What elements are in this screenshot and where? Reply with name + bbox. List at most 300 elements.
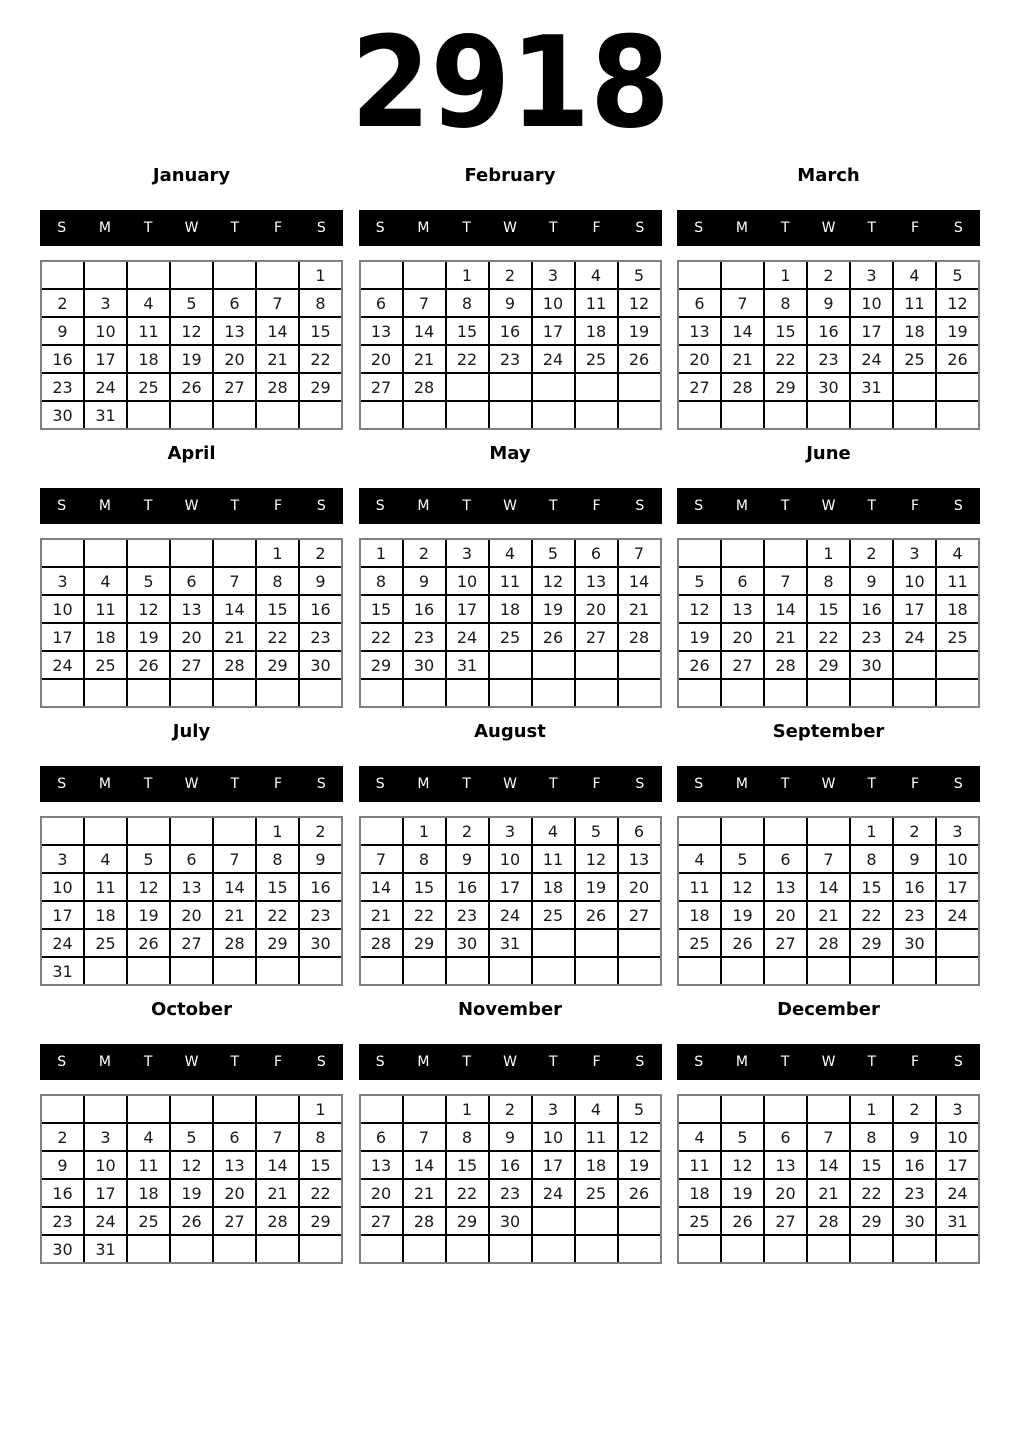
- date-cell: 29: [765, 374, 806, 400]
- date-cell: 17: [85, 1180, 126, 1206]
- date-cell: 4: [679, 1124, 720, 1150]
- date-cell: 28: [361, 930, 402, 956]
- date-cell: 5: [128, 846, 169, 872]
- date-cell: 19: [128, 624, 169, 650]
- date-cell: 26: [576, 902, 617, 928]
- weekday-label: S: [953, 776, 963, 792]
- date-cell: 18: [128, 346, 169, 372]
- date-cell: 23: [42, 1208, 83, 1234]
- date-cell: 10: [533, 1124, 574, 1150]
- weekday-label: S: [316, 498, 326, 514]
- date-cell: 20: [619, 874, 660, 900]
- weekday-label: T: [143, 1054, 153, 1070]
- date-cell: 9: [404, 568, 445, 594]
- date-cell: 11: [85, 596, 126, 622]
- empty-date-cell: [85, 262, 126, 288]
- date-cell: 13: [765, 1152, 806, 1178]
- date-cell: 8: [257, 846, 298, 872]
- weekday-label: M: [98, 220, 111, 236]
- date-cell: 10: [937, 1124, 978, 1150]
- empty-date-cell: [851, 1236, 892, 1262]
- empty-date-cell: [447, 958, 488, 984]
- weekday-label: T: [549, 220, 558, 236]
- empty-date-cell: [490, 374, 531, 400]
- empty-date-cell: [447, 374, 488, 400]
- date-cell: 6: [361, 1124, 402, 1150]
- weekday-header-row: [359, 210, 662, 246]
- weekday-label: S: [694, 498, 704, 514]
- date-cell: 12: [679, 596, 720, 622]
- date-cell: 6: [214, 290, 255, 316]
- date-cell: 24: [937, 902, 978, 928]
- date-cell: 24: [447, 624, 488, 650]
- date-cell: 2: [894, 818, 935, 844]
- date-cell: 2: [447, 818, 488, 844]
- date-cell: 26: [128, 652, 169, 678]
- date-cell: 25: [894, 346, 935, 372]
- month-block: [677, 999, 980, 1264]
- empty-date-cell: [171, 818, 212, 844]
- weekday-label: T: [230, 220, 240, 236]
- weekday-label: F: [274, 220, 283, 236]
- date-cell: 10: [490, 846, 531, 872]
- date-cell: 13: [722, 596, 763, 622]
- date-cell: 12: [619, 290, 660, 316]
- date-cell: 4: [576, 262, 617, 288]
- date-cell: 28: [765, 652, 806, 678]
- date-cell: 8: [851, 846, 892, 872]
- date-cell: 28: [257, 374, 298, 400]
- date-cell: 7: [257, 290, 298, 316]
- empty-date-cell: [404, 262, 445, 288]
- date-cell: 22: [257, 624, 298, 650]
- date-cell: 7: [257, 1124, 298, 1150]
- date-cell: 5: [722, 846, 763, 872]
- empty-date-cell: [765, 1236, 806, 1262]
- date-cell: 1: [851, 818, 892, 844]
- weekday-label: T: [143, 220, 153, 236]
- empty-date-cell: [300, 680, 341, 706]
- empty-date-cell: [722, 262, 763, 288]
- date-cell: 19: [171, 346, 212, 372]
- weekday-label: M: [417, 776, 430, 792]
- empty-date-cell: [42, 262, 83, 288]
- empty-date-cell: [722, 818, 763, 844]
- date-cell: 31: [85, 1236, 126, 1262]
- date-cell: 7: [404, 1124, 445, 1150]
- date-cell: 16: [300, 874, 341, 900]
- date-cell: 25: [679, 930, 720, 956]
- date-cell: 17: [490, 874, 531, 900]
- date-cell: 29: [361, 652, 402, 678]
- weekday-label: T: [867, 220, 877, 236]
- weekday-label: F: [592, 220, 601, 236]
- weekday-label: T: [867, 498, 877, 514]
- date-cell: 7: [214, 568, 255, 594]
- date-cell: 9: [894, 846, 935, 872]
- weekday-label: M: [417, 220, 430, 236]
- empty-date-cell: [937, 930, 978, 956]
- date-cell: 20: [361, 346, 402, 372]
- empty-date-cell: [533, 680, 574, 706]
- date-cell: 7: [361, 846, 402, 872]
- date-cell: 7: [404, 290, 445, 316]
- date-cell: 3: [937, 1096, 978, 1122]
- date-cell: 3: [533, 1096, 574, 1122]
- empty-date-cell: [533, 374, 574, 400]
- weekday-label: S: [57, 776, 67, 792]
- date-cell: 26: [171, 1208, 212, 1234]
- empty-date-cell: [808, 1096, 849, 1122]
- weekday-label: S: [375, 1054, 385, 1070]
- month-row: [0, 999, 1020, 1264]
- weekday-label: W: [821, 1054, 836, 1070]
- empty-date-cell: [447, 402, 488, 428]
- date-cell: 17: [42, 624, 83, 650]
- empty-date-cell: [765, 1096, 806, 1122]
- month-date-grid: [40, 538, 343, 708]
- date-cell: 9: [300, 568, 341, 594]
- empty-date-cell: [937, 680, 978, 706]
- date-cell: 19: [619, 1152, 660, 1178]
- date-cell: 18: [533, 874, 574, 900]
- date-cell: 29: [808, 652, 849, 678]
- date-cell: 28: [214, 930, 255, 956]
- date-cell: 23: [404, 624, 445, 650]
- date-cell: 9: [447, 846, 488, 872]
- weekday-header-row: [40, 210, 343, 246]
- empty-date-cell: [490, 652, 531, 678]
- date-cell: 31: [937, 1208, 978, 1234]
- weekday-label: S: [316, 1054, 326, 1070]
- date-cell: 20: [765, 1180, 806, 1206]
- date-cell: 16: [808, 318, 849, 344]
- month-date-grid: [359, 538, 662, 708]
- date-cell: 3: [533, 262, 574, 288]
- weekday-header-row: [677, 766, 980, 802]
- date-cell: 7: [765, 568, 806, 594]
- month-date-grid: [40, 260, 343, 430]
- date-cell: 11: [128, 318, 169, 344]
- date-cell: 24: [42, 652, 83, 678]
- date-cell: 18: [576, 1152, 617, 1178]
- empty-date-cell: [300, 402, 341, 428]
- empty-date-cell: [765, 402, 806, 428]
- date-cell: 21: [257, 1180, 298, 1206]
- date-cell: 24: [533, 1180, 574, 1206]
- weekday-label: S: [375, 498, 385, 514]
- weekday-label: S: [316, 220, 326, 236]
- date-cell: 21: [722, 346, 763, 372]
- empty-date-cell: [42, 540, 83, 566]
- date-cell: 6: [722, 568, 763, 594]
- date-cell: 7: [808, 846, 849, 872]
- date-cell: 13: [361, 318, 402, 344]
- date-cell: 25: [490, 624, 531, 650]
- date-cell: 30: [447, 930, 488, 956]
- date-cell: 15: [404, 874, 445, 900]
- date-cell: 13: [171, 874, 212, 900]
- month-date-grid: [677, 816, 980, 986]
- month-date-grid: [677, 538, 980, 708]
- date-cell: 4: [576, 1096, 617, 1122]
- weekday-label: T: [780, 220, 790, 236]
- date-cell: 13: [765, 874, 806, 900]
- weekday-label: S: [375, 220, 385, 236]
- date-cell: 17: [447, 596, 488, 622]
- date-cell: 10: [42, 874, 83, 900]
- date-cell: 22: [765, 346, 806, 372]
- empty-date-cell: [576, 1208, 617, 1234]
- date-cell: 29: [300, 374, 341, 400]
- date-cell: 24: [851, 346, 892, 372]
- weekday-label: W: [184, 776, 199, 792]
- date-cell: 30: [404, 652, 445, 678]
- date-cell: 2: [894, 1096, 935, 1122]
- date-cell: 21: [361, 902, 402, 928]
- empty-date-cell: [404, 958, 445, 984]
- date-cell: 12: [171, 1152, 212, 1178]
- date-cell: 31: [42, 958, 83, 984]
- weekday-header-row: [359, 1044, 662, 1080]
- empty-date-cell: [894, 1236, 935, 1262]
- date-cell: 27: [765, 930, 806, 956]
- date-cell: 20: [171, 902, 212, 928]
- date-cell: 2: [490, 1096, 531, 1122]
- month-date-grid: [677, 260, 980, 430]
- weekday-header-row: [40, 1044, 343, 1080]
- empty-date-cell: [722, 540, 763, 566]
- date-cell: 30: [490, 1208, 531, 1234]
- date-cell: 7: [722, 290, 763, 316]
- date-cell: 24: [85, 1208, 126, 1234]
- date-cell: 11: [894, 290, 935, 316]
- date-cell: 25: [576, 346, 617, 372]
- date-cell: 1: [808, 540, 849, 566]
- weekday-label: F: [592, 1054, 601, 1070]
- date-cell: 12: [722, 874, 763, 900]
- date-cell: 19: [937, 318, 978, 344]
- date-cell: 14: [404, 318, 445, 344]
- date-cell: 12: [128, 874, 169, 900]
- empty-date-cell: [128, 958, 169, 984]
- empty-date-cell: [85, 1096, 126, 1122]
- weekday-label: T: [780, 776, 790, 792]
- date-cell: 21: [404, 1180, 445, 1206]
- weekday-label: M: [417, 1054, 430, 1070]
- calendar: [0, 165, 1020, 1264]
- empty-date-cell: [679, 1236, 720, 1262]
- empty-date-cell: [257, 1236, 298, 1262]
- empty-date-cell: [404, 402, 445, 428]
- date-cell: 8: [300, 290, 341, 316]
- empty-date-cell: [171, 1096, 212, 1122]
- weekday-label: T: [780, 1054, 790, 1070]
- date-cell: 29: [404, 930, 445, 956]
- date-cell: 3: [894, 540, 935, 566]
- weekday-label: M: [98, 1054, 111, 1070]
- empty-date-cell: [533, 958, 574, 984]
- empty-date-cell: [128, 540, 169, 566]
- date-cell: 15: [257, 874, 298, 900]
- date-cell: 1: [300, 1096, 341, 1122]
- month-date-grid: [359, 1094, 662, 1264]
- empty-date-cell: [937, 958, 978, 984]
- weekday-label: T: [230, 498, 240, 514]
- date-cell: 21: [257, 346, 298, 372]
- empty-date-cell: [171, 680, 212, 706]
- weekday-label: W: [184, 1054, 199, 1070]
- date-cell: 4: [85, 568, 126, 594]
- date-cell: 30: [300, 930, 341, 956]
- month-date-grid: [40, 1094, 343, 1264]
- weekday-label: S: [953, 220, 963, 236]
- date-cell: 18: [894, 318, 935, 344]
- date-cell: 20: [214, 1180, 255, 1206]
- empty-date-cell: [765, 818, 806, 844]
- date-cell: 25: [128, 374, 169, 400]
- date-cell: 15: [361, 596, 402, 622]
- empty-date-cell: [214, 958, 255, 984]
- empty-date-cell: [937, 652, 978, 678]
- weekday-header-row: [40, 766, 343, 802]
- empty-date-cell: [576, 1236, 617, 1262]
- date-cell: 15: [851, 1152, 892, 1178]
- date-cell: 23: [447, 902, 488, 928]
- empty-date-cell: [214, 402, 255, 428]
- empty-date-cell: [361, 402, 402, 428]
- weekday-label: S: [953, 1054, 963, 1070]
- month-title: April: [167, 443, 216, 464]
- date-cell: 13: [619, 846, 660, 872]
- date-cell: 15: [447, 1152, 488, 1178]
- weekday-label: W: [503, 220, 517, 236]
- date-cell: 10: [85, 318, 126, 344]
- empty-date-cell: [722, 680, 763, 706]
- empty-date-cell: [679, 540, 720, 566]
- date-cell: 1: [851, 1096, 892, 1122]
- weekday-header-row: [677, 210, 980, 246]
- date-cell: 12: [576, 846, 617, 872]
- empty-date-cell: [361, 818, 402, 844]
- date-cell: 24: [42, 930, 83, 956]
- date-cell: 27: [171, 652, 212, 678]
- weekday-label: F: [911, 776, 920, 792]
- year-text: 2918: [350, 9, 670, 156]
- date-cell: 1: [447, 1096, 488, 1122]
- empty-date-cell: [765, 540, 806, 566]
- empty-date-cell: [576, 402, 617, 428]
- month-date-grid: [359, 260, 662, 430]
- date-cell: 23: [300, 624, 341, 650]
- date-cell: 13: [214, 318, 255, 344]
- date-cell: 25: [937, 624, 978, 650]
- empty-date-cell: [490, 1236, 531, 1262]
- empty-date-cell: [851, 958, 892, 984]
- empty-date-cell: [85, 818, 126, 844]
- empty-date-cell: [128, 1236, 169, 1262]
- date-cell: 25: [576, 1180, 617, 1206]
- date-cell: 28: [808, 1208, 849, 1234]
- date-cell: 30: [894, 930, 935, 956]
- date-cell: 8: [765, 290, 806, 316]
- date-cell: 10: [851, 290, 892, 316]
- date-cell: 26: [171, 374, 212, 400]
- weekday-label: T: [549, 776, 558, 792]
- date-cell: 14: [214, 874, 255, 900]
- empty-date-cell: [808, 958, 849, 984]
- date-cell: 14: [808, 1152, 849, 1178]
- date-cell: 5: [576, 818, 617, 844]
- date-cell: 28: [808, 930, 849, 956]
- date-cell: 16: [300, 596, 341, 622]
- date-cell: 28: [404, 374, 445, 400]
- date-cell: 4: [533, 818, 574, 844]
- date-cell: 11: [679, 1152, 720, 1178]
- date-cell: 6: [679, 290, 720, 316]
- month-block: [40, 721, 343, 986]
- weekday-label: S: [953, 498, 963, 514]
- empty-date-cell: [619, 1208, 660, 1234]
- month-date-grid: [677, 1094, 980, 1264]
- date-cell: 7: [808, 1124, 849, 1150]
- month-date-grid: [40, 816, 343, 986]
- date-cell: 11: [128, 1152, 169, 1178]
- empty-date-cell: [128, 1096, 169, 1122]
- date-cell: 22: [808, 624, 849, 650]
- empty-date-cell: [533, 1236, 574, 1262]
- date-cell: 3: [490, 818, 531, 844]
- date-cell: 15: [300, 318, 341, 344]
- date-cell: 24: [85, 374, 126, 400]
- date-cell: 4: [128, 1124, 169, 1150]
- date-cell: 9: [894, 1124, 935, 1150]
- date-cell: 5: [619, 1096, 660, 1122]
- date-cell: 17: [533, 1152, 574, 1178]
- date-cell: 2: [808, 262, 849, 288]
- date-cell: 16: [490, 318, 531, 344]
- month-block: [40, 165, 343, 430]
- date-cell: 27: [361, 374, 402, 400]
- date-cell: 22: [257, 902, 298, 928]
- date-cell: 8: [300, 1124, 341, 1150]
- empty-date-cell: [679, 958, 720, 984]
- date-cell: 2: [300, 540, 341, 566]
- date-cell: 2: [42, 1124, 83, 1150]
- weekday-label: W: [184, 220, 199, 236]
- empty-date-cell: [257, 262, 298, 288]
- date-cell: 3: [851, 262, 892, 288]
- date-cell: 8: [851, 1124, 892, 1150]
- empty-date-cell: [576, 652, 617, 678]
- month-title: December: [777, 999, 880, 1020]
- date-cell: 1: [765, 262, 806, 288]
- date-cell: 26: [533, 624, 574, 650]
- date-cell: 31: [851, 374, 892, 400]
- date-cell: 13: [361, 1152, 402, 1178]
- date-cell: 30: [300, 652, 341, 678]
- empty-date-cell: [679, 818, 720, 844]
- date-cell: 29: [851, 1208, 892, 1234]
- weekday-label: T: [462, 498, 471, 514]
- date-cell: 30: [894, 1208, 935, 1234]
- empty-date-cell: [214, 1096, 255, 1122]
- weekday-label: M: [417, 498, 430, 514]
- date-cell: 26: [722, 1208, 763, 1234]
- weekday-label: S: [694, 776, 704, 792]
- date-cell: 16: [894, 874, 935, 900]
- weekday-label: M: [735, 498, 748, 514]
